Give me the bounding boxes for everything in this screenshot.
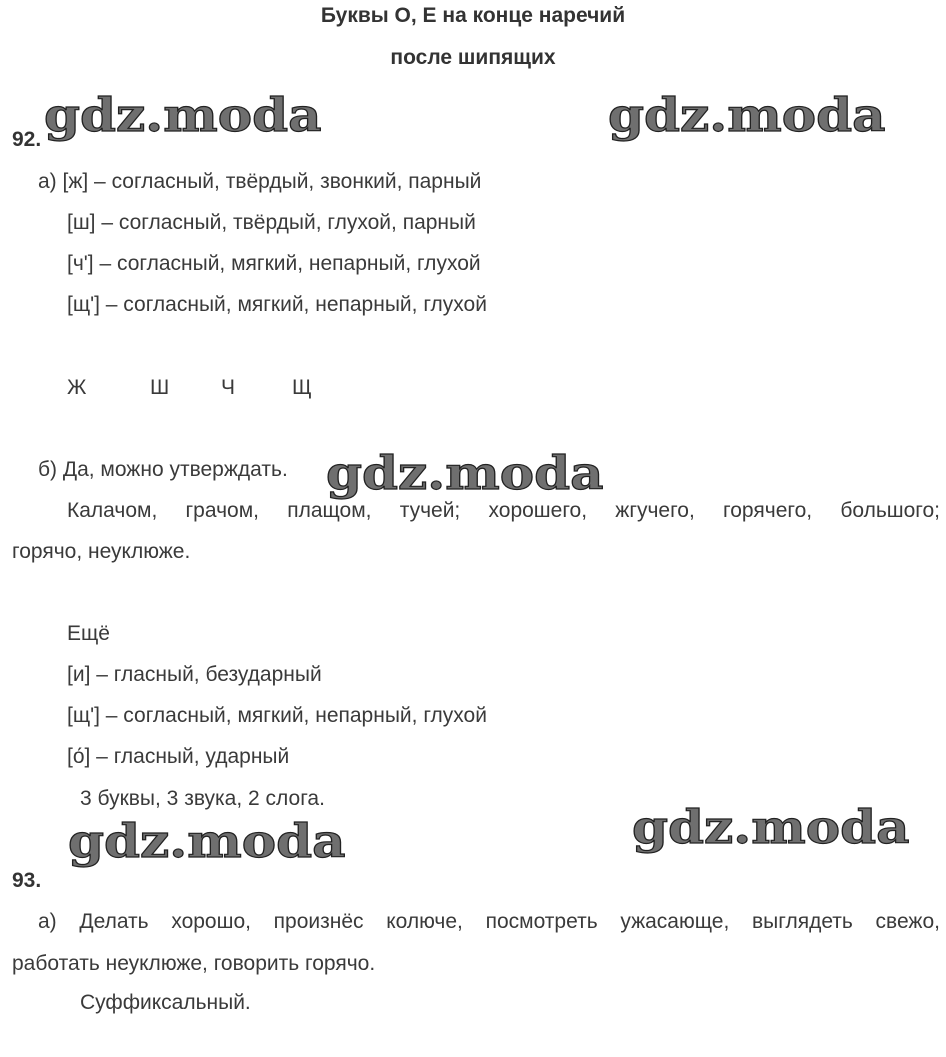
sound-line: а) [ж] – согласный, твёрдый, звонкий, парный — [38, 170, 482, 193]
watermark-logo: gdz.moda — [608, 88, 886, 142]
sound-line: [о́] – гласный, ударный — [67, 745, 290, 768]
letter: Ж — [67, 376, 87, 399]
sound-line: [ш] – согласный, твёрдый, глухой, парный — [67, 211, 476, 234]
exercise-number: 92. — [12, 128, 42, 151]
answer-intro: б) Да, можно утверждать. — [38, 458, 288, 481]
letter: Щ — [292, 376, 312, 399]
watermark-logo: gdz.moda — [44, 88, 322, 142]
page-title: Буквы О, Е на конце наречий — [320, 4, 626, 27]
answer-line: работать неуклюже, говорить горячо. — [12, 952, 376, 975]
watermark-logo: gdz.moda — [68, 814, 346, 868]
answer-note: Суффиксальный. — [80, 991, 251, 1014]
letter: Ш — [150, 376, 170, 399]
page-subtitle: после шипящих — [390, 46, 556, 69]
answer-line: горячо, неуклюже. — [12, 540, 191, 563]
exercise-number: 93. — [12, 869, 42, 892]
answer-line: Калачом, грачом, плащом, тучей; хорошего, жгучего, горячего, большого; — [67, 499, 940, 522]
sound-line: [щ'] – согласный, мягкий, непарный, глухой — [67, 293, 487, 316]
analysis-summary: 3 буквы, 3 звука, 2 слога. — [80, 787, 325, 810]
analysis-word: Ещё — [67, 622, 110, 645]
letter: Ч — [221, 376, 235, 399]
sound-line: [щ'] – согласный, мягкий, непарный, глухой — [67, 704, 487, 727]
answer-line: а) Делать хорошо, произнёс колюче, посмотреть ужасающе, выглядеть свежо, — [38, 910, 940, 933]
sound-line: [и] – гласный, безударный — [67, 663, 322, 686]
watermark-logo: gdz.moda — [326, 446, 604, 500]
watermark-logo: gdz.moda — [632, 800, 910, 854]
sound-line: [ч'] – согласный, мягкий, непарный, глухой — [67, 252, 481, 275]
